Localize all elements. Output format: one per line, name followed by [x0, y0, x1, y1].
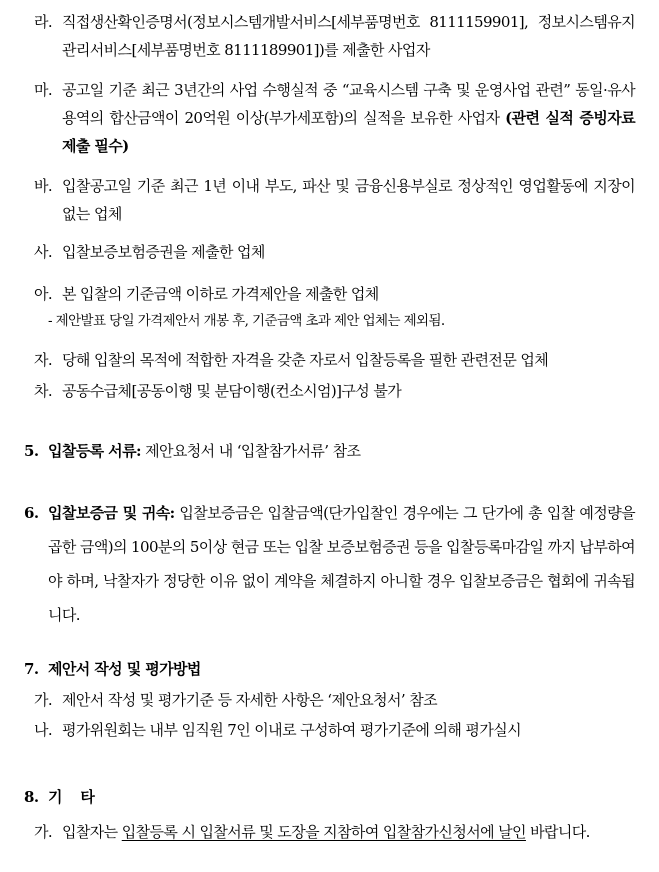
item-marker: 나.: [34, 721, 53, 739]
list-item-ba: [34, 172, 635, 228]
item-text-emphasis: (관련 실적 증빙자료 제출 필수): [62, 109, 635, 155]
sub-note-marker: -: [48, 313, 52, 329]
list-item-7-ga: [34, 686, 635, 714]
section-6: [24, 496, 635, 632]
item-marker: 마.: [34, 81, 53, 99]
list-item-ma: [34, 76, 635, 160]
section-title: 입찰보증금 및 귀속:: [48, 504, 175, 522]
section-5: [24, 434, 635, 468]
item-marker: 가.: [34, 691, 53, 709]
item-marker: 자.: [34, 351, 53, 369]
list-item-a: [34, 280, 635, 308]
item-marker: 사.: [34, 243, 53, 261]
section-text: 제안요청서 내 ‘입찰참가서류’ 참조: [140, 442, 361, 460]
item-text-underlined: 입찰등록 시 입찰서류 및 도장을 지참하여 입찰참가신청서에 날인: [121, 823, 526, 841]
item-marker: 바.: [34, 177, 53, 195]
section-number: 7.: [24, 660, 39, 678]
section-text: 입찰보증금은 입찰금액(단가입찰인 경우에는 그 단가에 총 입찰 예정량을 곱한 금액)의 100분의 5이상 현금 또는 입찰 보증보험증권 등을 입찰등록마감일 까지 납부하여야 하며, 낙찰자가 정당한 이유 없이 계약을 체결하지 아니할 경우 입찰보증금은 협회에 귀속됩니다.: [48, 504, 635, 624]
item-text: 공고일 기준 최근 3년간의 사업 수행실적 중 “교육시스템 구축 및 운영사업 관련” 동일·유사 용역의 합산금액이 20억원 이상(부가세포함)의 실적을 보유한 사업자: [62, 81, 635, 127]
list-item-7-na: [34, 716, 635, 744]
list-item-ra: [34, 8, 635, 64]
list-item-8-ga: [34, 818, 635, 846]
item-text: 직접생산확인증명서(정보시스템개발서비스[세부품명번호 8111159901], 정보시스템유지관리서비스[세부품명번호 8111189901])를 제출한 사업자: [62, 13, 635, 59]
sub-note: [48, 309, 639, 333]
item-marker: 차.: [34, 382, 53, 400]
list-item-cha: [34, 377, 635, 405]
section-body: [24, 496, 635, 632]
section-body: [24, 434, 635, 468]
item-text: 공동수급체[공동이행 및 분담이행(컨소시엄)]구성 불가: [62, 382, 402, 400]
item-text: 제안서 작성 및 평가기준 등 자세한 사항은 ‘제안요청서’ 참조: [62, 691, 438, 709]
section-title: 기 타: [48, 788, 95, 806]
item-text: 당해 입찰의 목적에 적합한 자격을 갖춘 자로서 입찰등록을 필한 관련전문 업체: [62, 351, 549, 369]
list-item-ja: [34, 346, 635, 374]
section-title: 제안서 작성 및 평가방법: [48, 660, 201, 678]
section-8: [24, 780, 635, 814]
item-text-wrap: [38, 76, 635, 160]
item-marker: 라.: [34, 13, 53, 31]
item-text: 입찰자는: [62, 823, 122, 841]
sub-note-text: 제안발표 당일 가격제안서 개봉 후, 기준금액 초과 제안 업체는 제외됨.: [55, 313, 445, 329]
section-title: 입찰등록 서류:: [48, 442, 141, 460]
item-text: 입찰보증보험증권을 제출한 업체: [62, 243, 265, 261]
list-item-sa: [34, 238, 635, 266]
section-number: 8.: [24, 788, 39, 806]
section-number: 5.: [24, 442, 39, 460]
section-number: 6.: [24, 504, 39, 522]
item-text-wrap: [38, 818, 635, 846]
item-text: 입찰공고일 기준 최근 1년 이내 부도, 파산 및 금융신용부실로 정상적인 영업활동에 지장이 없는 업체: [62, 177, 635, 223]
item-marker: 아.: [34, 285, 53, 303]
item-text-end: 바랍니다.: [525, 823, 590, 841]
item-marker: 가.: [34, 823, 53, 841]
section-7: [24, 652, 635, 686]
item-text: 평가위원회는 내부 임직원 7인 이내로 구성하여 평가기준에 의해 평가실시: [62, 721, 521, 739]
item-text: 본 입찰의 기준금액 이하로 가격제안을 제출한 업체: [62, 285, 379, 303]
